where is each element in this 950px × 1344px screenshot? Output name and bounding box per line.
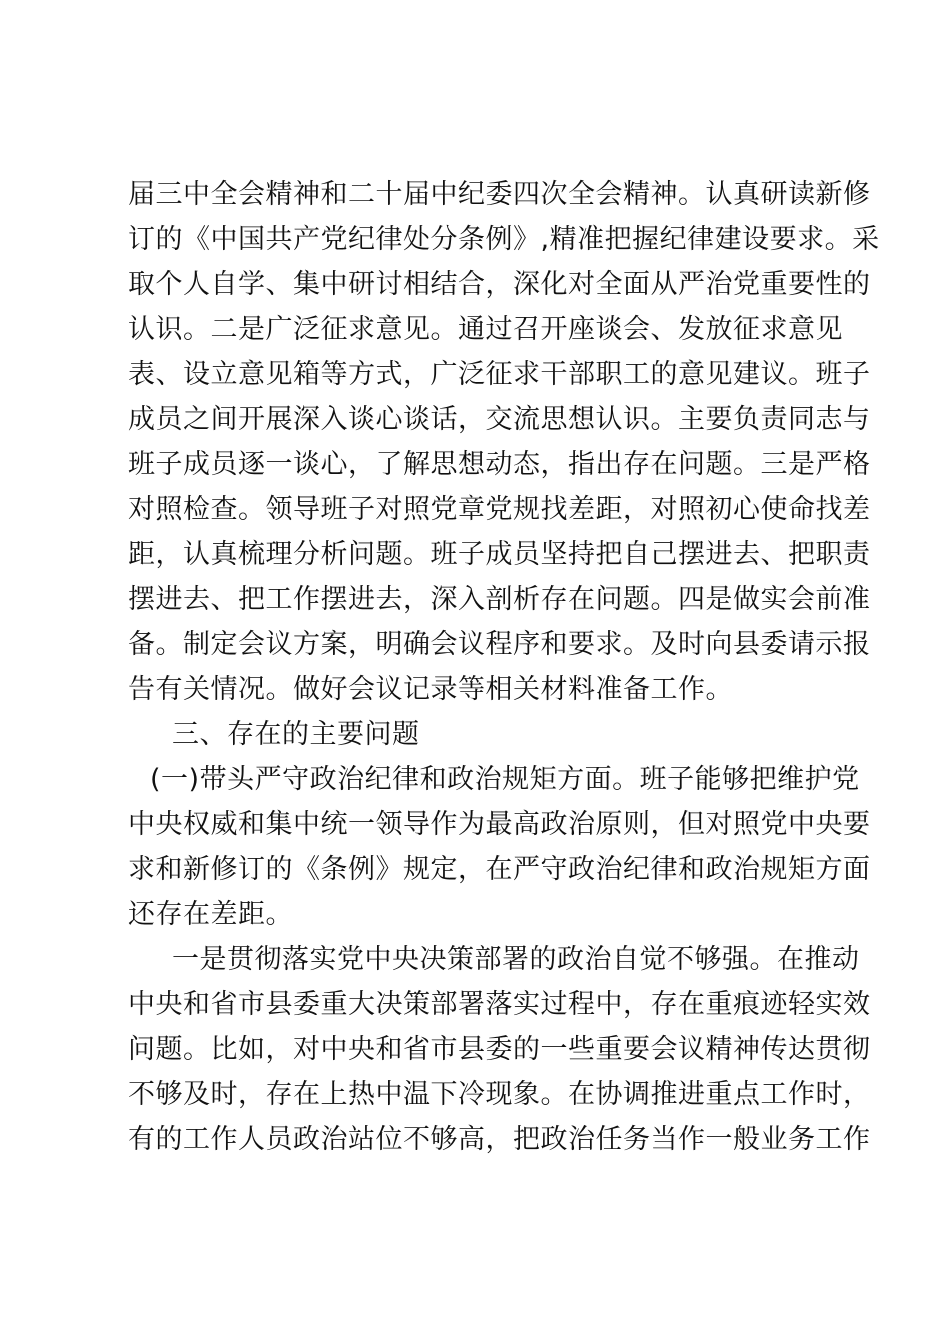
body-line: 告有关情况。做好会议记录等相关材料准备工作。	[128, 674, 733, 705]
body-line: 距，认真梳理分析问题。班子成员坚持把自己摆进去、把职责	[128, 539, 871, 570]
body-line: 中央权威和集中统一领导作为最高政治原则，但对照党中央要	[128, 809, 871, 840]
body-line: 还存在差距。	[128, 899, 293, 930]
body-line: 一是贯彻落实党中央决策部署的政治自觉不够强。在推动	[172, 944, 860, 975]
body-line: 摆进去、把工作摆进去，深入剖析存在问题。四是做实会前准	[128, 584, 871, 615]
section-heading: 三、存在的主要问题	[172, 719, 420, 750]
body-line: 备。制定会议方案，明确会议程序和要求。及时向县委请示报	[128, 629, 871, 660]
body-line: 对照检查。领导班子对照党章党规找差距，对照初心使命找差	[128, 494, 871, 525]
body-line: 问题。比如，对中央和省市县委的一些重要会议精神传达贯彻	[128, 1034, 871, 1065]
body-line: 班子成员逐一谈心，了解思想动态，指出存在问题。三是严格	[128, 449, 871, 480]
body-line: 成员之间开展深入谈心谈话，交流思想认识。主要负责同志与	[128, 404, 871, 435]
body-line: 取个人自学、集中研讨相结合，深化对全面从严治党重要性的	[128, 269, 871, 300]
body-line: 有的工作人员政治站位不够高，把政治任务当作一般业务工作	[128, 1124, 871, 1155]
body-line: 届三中全会精神和二十届中纪委四次全会精神。认真研读新修	[128, 179, 871, 210]
body-line: 表、设立意见箱等方式，广泛征求干部职工的意见建议。班子	[128, 359, 871, 390]
body-line: 认识。二是广泛征求意见。通过召开座谈会、发放征求意见	[128, 314, 843, 345]
body-line: (一)带头严守政治纪律和政治规矩方面。班子能够把维护党	[150, 764, 860, 795]
body-line: 中央和省市县委重大决策部署落实过程中，存在重痕迹轻实效	[128, 989, 871, 1020]
body-line: 不够及时，存在上热中温下冷现象。在协调推进重点工作时，	[128, 1079, 871, 1110]
body-line: 求和新修订的《条例》规定，在严守政治纪律和政治规矩方面	[128, 854, 871, 885]
body-line: 订的《中国共产党纪律处分条例》,精准把握纪律建设要求。采	[128, 224, 880, 255]
